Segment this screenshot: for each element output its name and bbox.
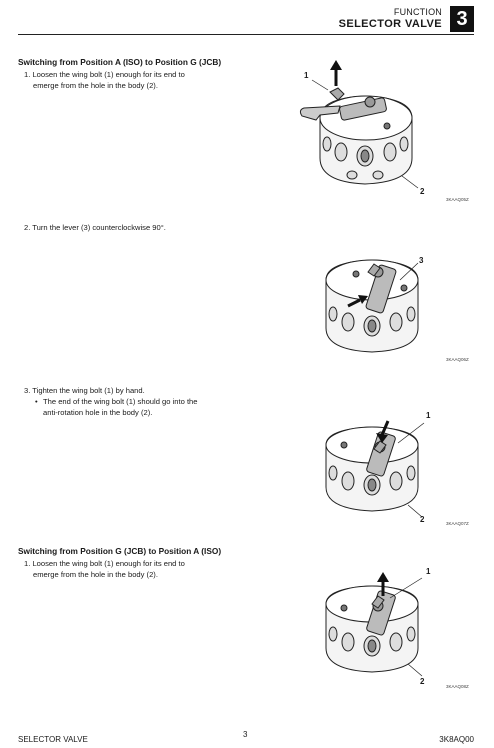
step-3-bullet-line-2: anti-rotation hole in the body (2). [43,408,153,417]
footer-doc-code: 3K8AQ00 [439,735,474,744]
figure-3-callout-1: 1 [426,411,431,420]
figure-3-callout-2: 2 [420,515,425,524]
figure-1-valve-illustration [290,58,450,203]
figure-2-valve-illustration [318,250,448,365]
step-1-line-2: emerge from the hole in the body (2). [33,81,158,90]
figure-1-callout-2: 2 [420,187,425,196]
header-section-title: SELECTOR VALVE [338,18,442,30]
step-2-text: 2. Turn the lever (3) counterclockwise 90°. [24,223,166,232]
figure-3-valve-illustration [318,415,448,525]
section-2-step-1-text [24,558,254,580]
footer-left-title: SELECTOR VALVE [18,735,88,744]
footer-page-number: 3 [243,730,248,739]
header-rule [18,34,474,35]
figure-4-code: 3KAAQ08Z [446,684,469,689]
chapter-number-badge: 3 [450,6,474,32]
figure-3-code: 3KAAQ07Z [446,521,469,526]
step-1-text [24,69,254,91]
section-2-step-1-line-2: emerge from the hole in the body (2). [33,570,158,579]
figure-2-callout-3: 3 [419,256,424,265]
figure-4-callout-1: 1 [426,567,431,576]
step-3-bullet-line-1: The end of the wing bolt (1) should go into the [43,397,198,406]
bullet-mark: • [35,397,38,406]
step-3-text [24,385,254,418]
figure-2-code: 3KAAQ06Z [446,357,469,362]
step-3-bullet [24,396,254,407]
step-3-line-1: 3. Tighten the wing bolt (1) by hand. [24,386,145,395]
figure-1-callout-1: 1 [304,71,309,80]
figure-4-callout-2: 2 [420,677,425,686]
figure-4-valve-illustration [318,568,448,683]
section-2-step-1-line-1: 1. Loosen the wing bolt (1) enough for its end to [24,559,185,568]
header-function-label: FUNCTION [393,7,442,17]
section-heading-g-to-a: Switching from Position G (JCB) to Position A (ISO) [18,546,222,556]
figure-1-code: 3KAAQ05Z [446,197,469,202]
section-heading-a-to-g: Switching from Position A (ISO) to Position G (JCB) [18,57,222,67]
step-1-line-1: 1. Loosen the wing bolt (1) enough for its end to [24,70,185,79]
